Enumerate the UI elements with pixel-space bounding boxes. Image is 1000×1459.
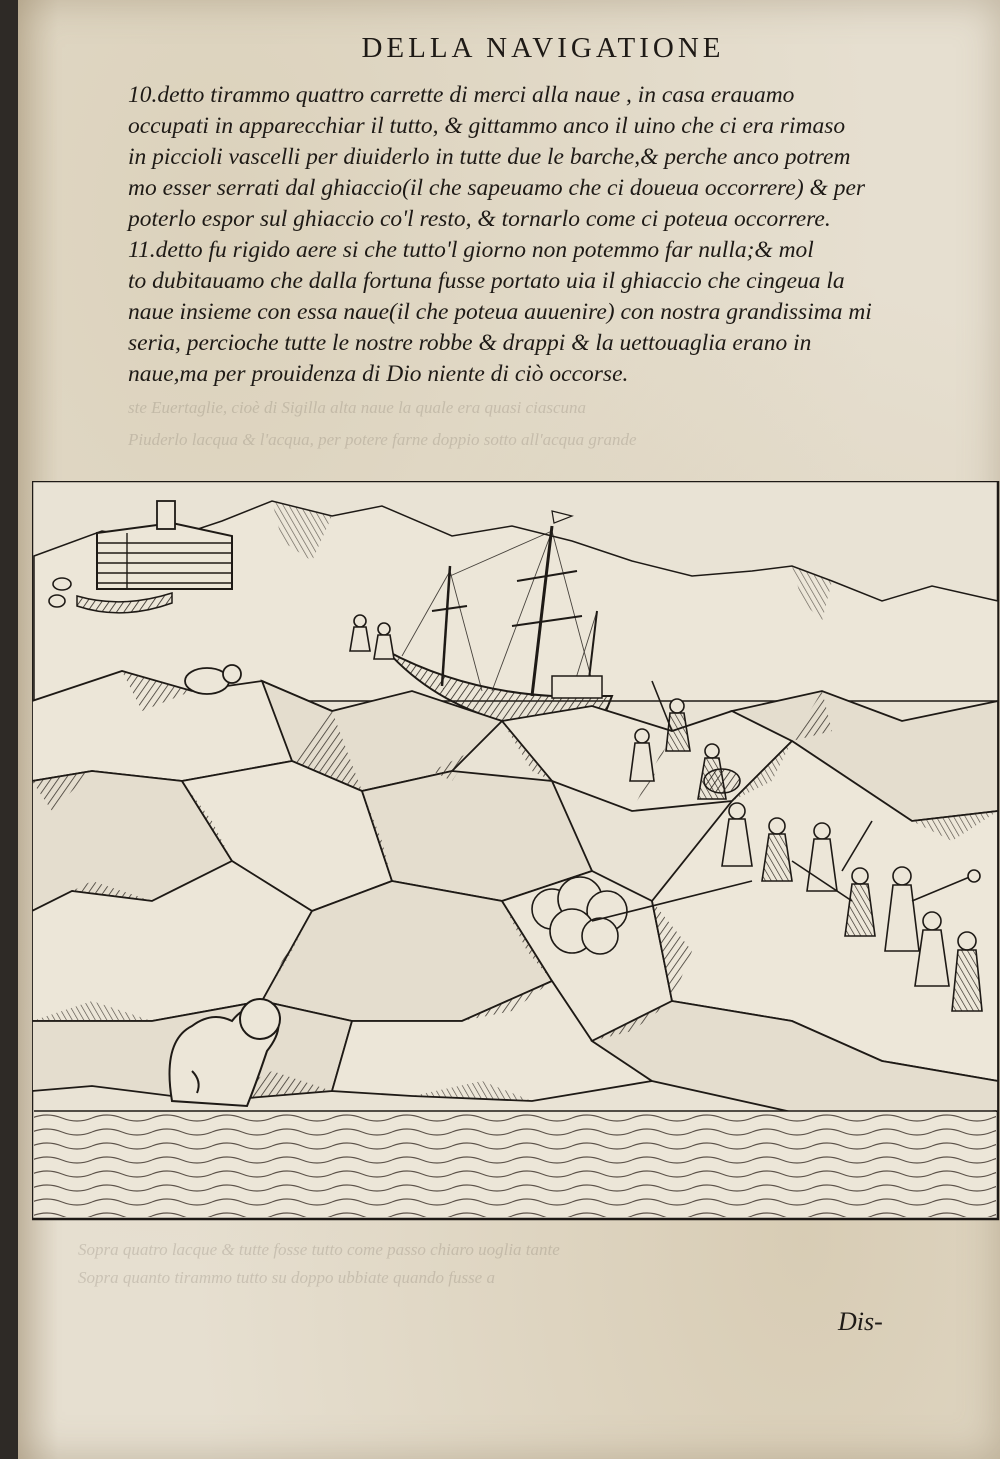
- body-text: [128, 80, 958, 390]
- woodcut-illustration: [32, 481, 1000, 1221]
- bleed-through-text: Sopra quatro lacque & tutte fosse tutto come passo chiaro uoglia tante: [78, 1240, 560, 1259]
- bleed-through-text: Piuderlo lacqua & l'acqua, per potere farne doppio sotto all'acqua grande: [128, 430, 637, 449]
- text-line: mo esser serrati dal ghiaccio(il che sapeuamo che ci doueua occorrere) & per: [128, 175, 866, 201]
- text-line: 11.detto fu rigido aere si che tutto'l giorno non potemmo far nulla;& mol: [128, 237, 814, 263]
- catchword: Dis-: [838, 1307, 883, 1336]
- barrel-illustration: [53, 578, 71, 590]
- bleed-through-text: Sopra quanto tirammo tutto su doppo ubbiate quando fusse a: [78, 1268, 495, 1287]
- text-line: naue insieme con essa naue(il che poteua auuenire) con nostra grandissima mi: [128, 299, 872, 325]
- text-line: seria, percioche tutte le nostre robbe & drappi & la uettouaglia erano in: [128, 330, 812, 356]
- text-line: 10.detto tirammo quattro carrette di merci alla naue , in casa erauamo: [128, 82, 795, 108]
- text-line: occupati in apparecchiar il tutto, & gittammo anco il uino che ci era rimaso: [128, 113, 846, 139]
- book-page: [18, 0, 1000, 1459]
- text-line: poterlo espor sul ghiaccio co'l resto, & tornarlo come ci poteua occorrere.: [128, 206, 831, 232]
- text-line: in piccioli vascelli per diuiderlo in tutte due le barche,& perche anco potrem: [128, 144, 851, 170]
- running-header: DELLA NAVIGATIONE: [361, 32, 725, 64]
- text-line: to dubitauamo che dalla fortuna fusse portato uia il ghiaccio che cingeua la: [128, 268, 845, 294]
- text-line: naue,ma per prouidenza di Dio niente di ciò occorse.: [128, 361, 629, 387]
- barrel-illustration: [49, 595, 65, 607]
- bleed-through-text: ste Euertaglie, cioè di Sigilla alta naue la quale era quasi ciascuna: [128, 398, 586, 417]
